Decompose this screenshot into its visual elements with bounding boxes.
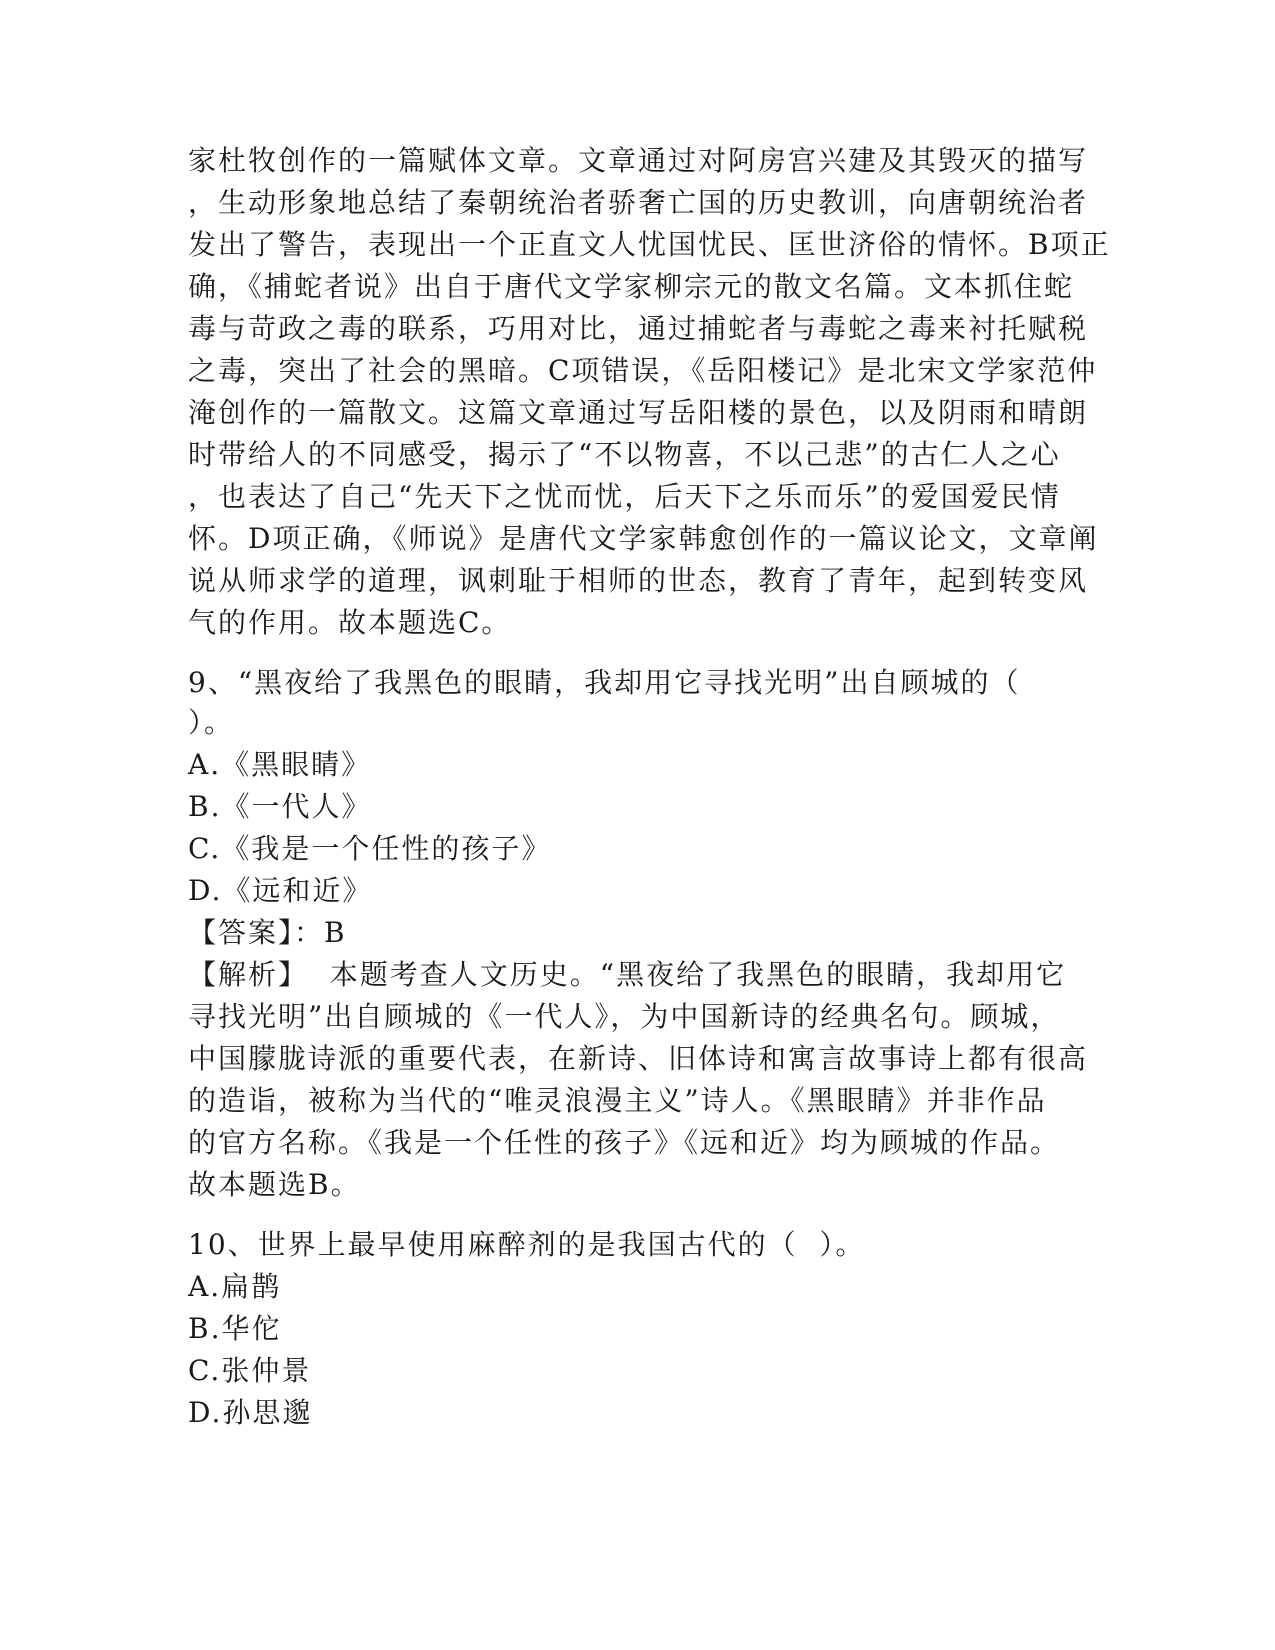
- explanation-line: 时带给人的不同感受，揭示了“不以物喜，不以己悲”的古仁人之心: [188, 438, 1061, 471]
- question-10-option-a: A.扁鹊: [188, 1270, 282, 1303]
- question-9-option-b: B.《一代人》: [188, 790, 372, 823]
- question-9-analysis-line: 的官方名称。《我是一个任性的孩子》《远和近》均为顾城的作品。: [188, 1126, 1061, 1159]
- question-9-analysis-line: 故本题选B。: [188, 1168, 361, 1201]
- question-9-answer: 【答案】：B: [188, 916, 347, 949]
- explanation-line: 气的作用。故本题选C。: [188, 606, 512, 639]
- question-10-option-b: B.华佗: [188, 1312, 282, 1345]
- question-9-analysis-line: 寻找光明”出自顾城的《一代人》，为中国新诗的经典名句。顾城，: [188, 1000, 1061, 1033]
- explanation-line: 说从师求学的道理，讽刺耻于相师的世态，教育了青年，起到转变风: [188, 564, 1089, 597]
- question-9-analysis-line: 中国朦胧诗派的重要代表，在新诗、旧体诗和寓言故事诗上都有很高: [188, 1042, 1089, 1075]
- question-9-option-c: C.《我是一个任性的孩子》: [188, 832, 552, 865]
- question-9-analysis-line: 的造诣，被称为当代的“唯灵浪漫主义”诗人。《黑眼睛》并非作品: [188, 1084, 1047, 1117]
- explanation-line: ，生动形象地总结了秦朝统治者骄奢亡国的历史教训，向唐朝统治者: [188, 186, 1089, 219]
- question-10-option-d: D.孙思邈: [188, 1396, 313, 1429]
- question-9-stem: ）。: [188, 706, 235, 739]
- question-10-option-c: C.张仲景: [188, 1354, 312, 1387]
- explanation-line: 发出了警告，表现出一个正直文人忧国忧民、匡世济俗的情怀。B项正: [188, 228, 1111, 261]
- question-10-stem: 10、世界上最早使用麻醉剂的是我国古代的（ ）。: [188, 1228, 866, 1261]
- explanation-line: 淹创作的一篇散文。这篇文章通过写岳阳楼的景色，以及阴雨和晴朗: [188, 396, 1089, 429]
- explanation-line: 家杜牧创作的一篇赋体文章。文章通过对阿房宫兴建及其毁灭的描写: [188, 144, 1089, 177]
- question-9-option-d: D.《远和近》: [188, 874, 373, 907]
- explanation-line: 怀。D项正确，《师说》是唐代文学家韩愈创作的一篇议论文，文章阐: [188, 522, 1099, 555]
- question-9-analysis-line: 【解析】 本题考查人文历史。“黑夜给了我黑色的眼睛，我却用它: [188, 958, 1067, 991]
- explanation-line: 之毒，突出了社会的黑暗。C项错误，《岳阳楼记》是北宋文学家范仲: [188, 354, 1098, 387]
- explanation-line: 确，《捕蛇者说》出自于唐代文学家柳宗元的散文名篇。文本抓住蛇: [188, 270, 1075, 303]
- explanation-line: 毒与苛政之毒的联系，巧用对比，通过捕蛇者与毒蛇之毒来衬托赋税: [188, 312, 1089, 345]
- explanation-line: ，也表达了自己“先天下之忧而忧，后天下之乐而乐”的爱国爱民情: [188, 480, 1061, 513]
- question-9-stem: 9、“黑夜给了我黑色的眼睛，我却用它寻找光明”出自顾城的（: [188, 666, 1021, 699]
- question-9-option-a: A.《黑眼睛》: [188, 748, 372, 781]
